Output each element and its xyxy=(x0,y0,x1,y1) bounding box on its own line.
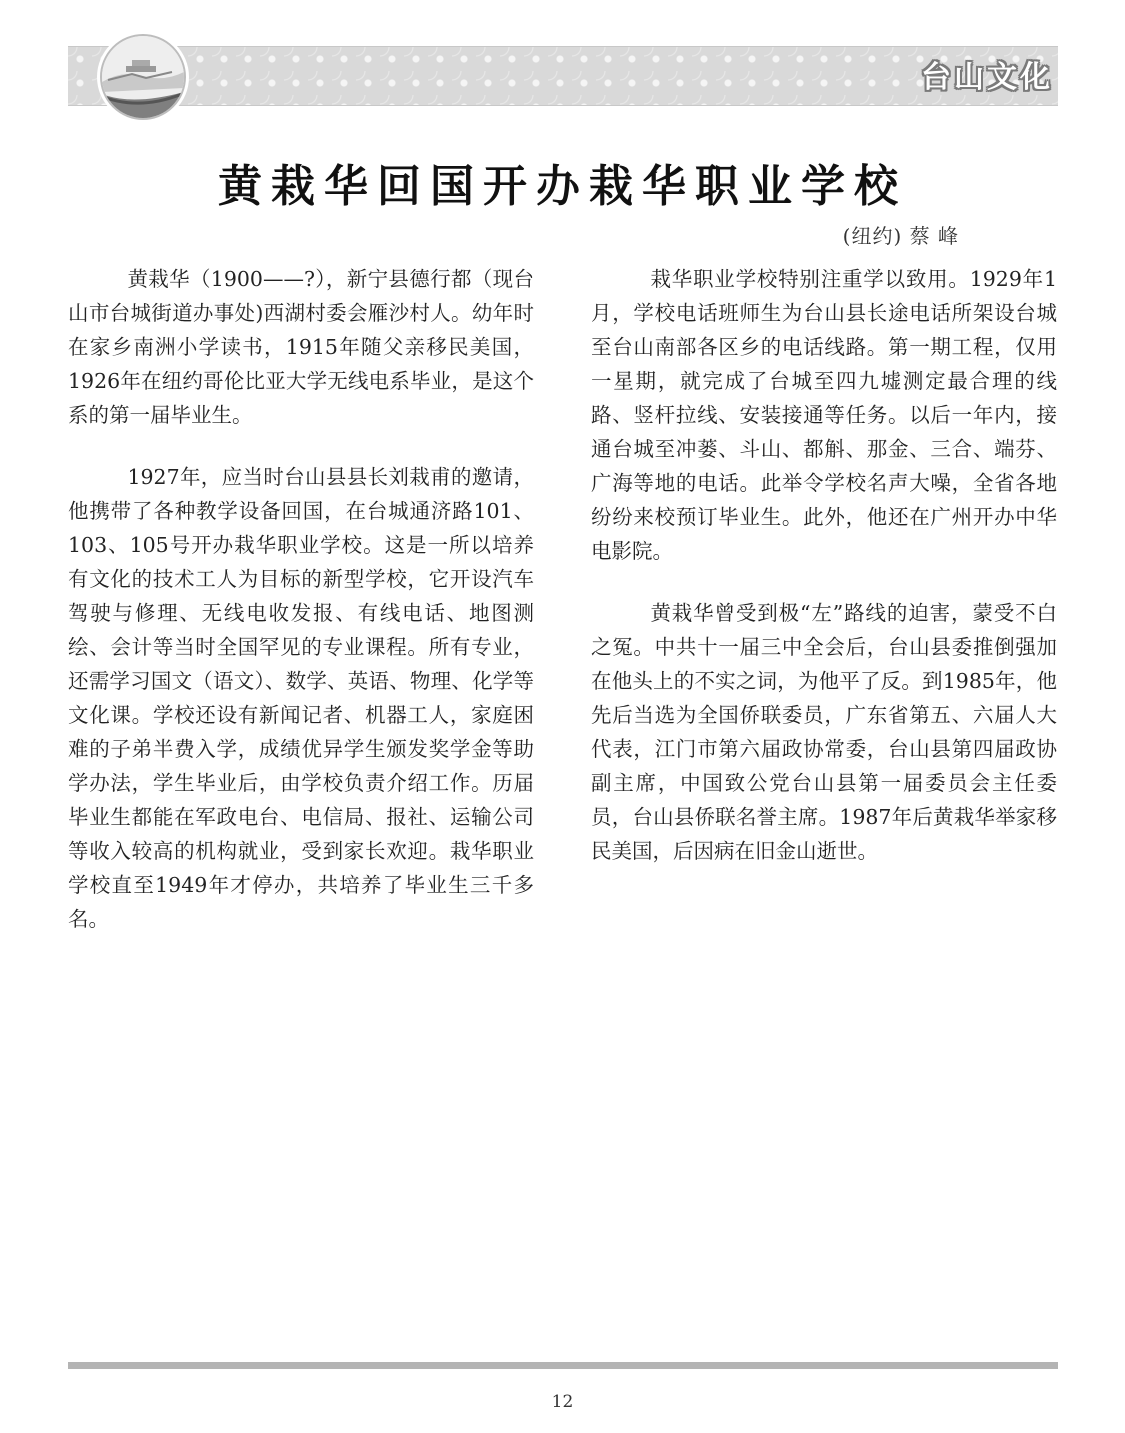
article-title: 黄栽华回国开办栽华职业学校 xyxy=(218,161,907,212)
header-band xyxy=(68,46,1058,106)
paragraph: 栽华职业学校特别注重学以致用。1929年1月，学校电话班师生为台山县长途电话所架设台城至台山南部各区乡的电话线路。第一期工程，仅用一星期，就完成了台城至四九墟测定最合理的线路、竖杆拉线、安装接通等任务。以后一年内，接通台城至冲蒌、斗山、都斛、那金、三合、端芬、广海等地的电话。此举令学校名声大噪，全省各地纷纷来校预订毕业生。此外，他还在广州开办中华电影院。 xyxy=(591,267,1057,563)
right-column xyxy=(591,262,1057,896)
paragraph: 1927年，应当时台山县县长刘栽甫的邀请，他携带了各种教学设备回国，在台城通济路101、103、105号开办栽华职业学校。这是一所以培养有文化的技术工人为目标的新型学校，它开设汽车驾驶与修理、无线电收发报、有线电话、地图测绘、会计等当时全国罕见的专业课程。所有专业，还需学习国文（语文）、数学、英语、物理、化学等文化课。学校还设有新闻记者、机器工人，家庭困难的子弟半费入学，成绩优异学生颁发奖学金等助学办法，学生毕业后，由学校负责介绍工作。历届毕业生都能在军政电台、电信局、报社、运输公司等收入较高的机构就业，受到家长欢迎。栽华职业学校直至1949年才停办，共培养了毕业生三千多名。 xyxy=(68,465,534,931)
landscape-emblem-icon xyxy=(102,36,184,118)
paragraph: 黄栽华曾受到极“左”路线的迫害，蒙受不白之冤。中共十一届三中全会后，台山县委推倒强加在他头上的不实之词，为他平了反。到1985年，他先后当选为全国侨联委员，广东省第五、六届人大代表，江门市第六届政协常委，台山县第四届政协副主席，中国致公党台山县第一届委员会主任委员，台山县侨联名誉主席。1987年后黄栽华举家移民美国，后因病在旧金山逝世。 xyxy=(591,601,1057,863)
footer-rule xyxy=(68,1362,1058,1369)
left-column xyxy=(68,262,534,964)
header-logo-emblem xyxy=(100,34,186,120)
byline: (纽约) 蔡 峰 xyxy=(842,224,959,248)
page-number: 12 xyxy=(551,1392,574,1412)
section-title: 台山文化 xyxy=(921,60,1053,95)
paragraph: 黄栽华（1900——?），新宁县德行都（现台山市台城街道办事处)西湖村委会雁沙村人。幼年时在家乡南洲小学读书，1915年随父亲移民美国，1926年在纽约哥伦比亚大学无线电系毕业，是这个系的第一届毕业生。 xyxy=(68,267,534,427)
